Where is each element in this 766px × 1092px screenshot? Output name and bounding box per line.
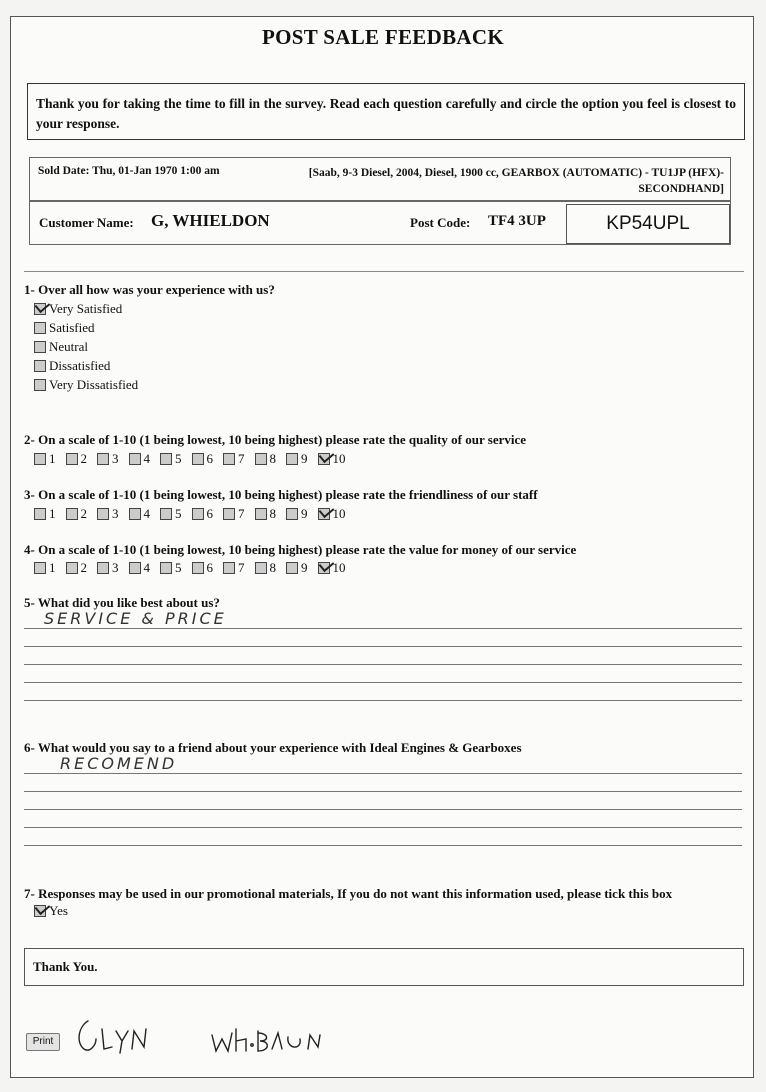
q2-rating-label: 9 bbox=[301, 451, 308, 466]
question-4: 4- On a scale of 1-10 (1 being lowest, 10 being highest) please rate the value for money of our service bbox=[24, 542, 577, 557]
q3-rating-label: 6 bbox=[206, 506, 213, 521]
q2-rating-label: 5 bbox=[175, 451, 182, 466]
q3-rating-checkbox[interactable] bbox=[160, 508, 172, 520]
postcode: TF4 3UP bbox=[488, 213, 546, 229]
q3-rating-checkbox[interactable] bbox=[129, 508, 141, 520]
q3-rating-option[interactable] bbox=[318, 506, 350, 522]
sold-date: Sold Date: Thu, 01-Jan 1970 1:00 am bbox=[38, 165, 220, 177]
postcode-label: Post Code: bbox=[410, 215, 471, 230]
q4-rating-checkbox[interactable] bbox=[34, 562, 46, 574]
q1-option[interactable] bbox=[34, 377, 138, 393]
q4-rating-checkbox[interactable] bbox=[223, 562, 235, 574]
q2-rating-checkbox[interactable] bbox=[160, 453, 172, 465]
answer-6-handwriting: RECOMEND bbox=[60, 754, 178, 773]
q2-rating-label: 8 bbox=[269, 451, 276, 466]
vehicle-line-2: SECONDHAND] bbox=[638, 183, 724, 195]
q2-rating-checkbox[interactable] bbox=[223, 453, 235, 465]
intro-box bbox=[27, 83, 745, 140]
q4-rating-option[interactable] bbox=[129, 560, 161, 576]
q2-rating-option[interactable] bbox=[255, 451, 287, 467]
question-2: 2- On a scale of 1-10 (1 being lowest, 10 being highest) please rate the quality of our service bbox=[24, 432, 527, 447]
q3-rating-label: 3 bbox=[112, 506, 119, 521]
question-7: 7- Responses may be used in our promotional materials, If you do not want this information used, please tick this box bbox=[24, 886, 673, 901]
q1-option-label: Very Dissatisfied bbox=[49, 377, 139, 392]
q4-rating-label: 2 bbox=[80, 560, 87, 575]
thank-you-text: Thank You. bbox=[33, 959, 98, 974]
q1-option[interactable] bbox=[34, 320, 95, 336]
q4-rating-option[interactable] bbox=[255, 560, 287, 576]
q2-rating-checkbox[interactable] bbox=[286, 453, 298, 465]
q2-rating-label: 7 bbox=[238, 451, 245, 466]
q3-rating-option[interactable] bbox=[286, 506, 318, 522]
q3-rating-checkbox[interactable] bbox=[286, 508, 298, 520]
yes-label: Yes bbox=[49, 903, 68, 918]
q2-rating-option[interactable] bbox=[160, 451, 192, 467]
signature bbox=[74, 1013, 364, 1057]
q4-rating-label: 4 bbox=[143, 560, 150, 575]
answer-line[interactable] bbox=[24, 682, 742, 683]
q2-rating-label: 2 bbox=[80, 451, 87, 466]
q1-checkbox[interactable] bbox=[34, 360, 46, 372]
q4-rating-option[interactable] bbox=[318, 560, 350, 576]
question-3-scale bbox=[34, 506, 349, 522]
q1-option[interactable] bbox=[34, 339, 88, 355]
answer-line[interactable] bbox=[24, 809, 742, 810]
q4-rating-label: 3 bbox=[112, 560, 119, 575]
vehicle-line-1: [Saab, 9-3 Diesel, 2004, Diesel, 1900 cc, GEARBOX (AUTOMATIC) - TU1JP (HFX)- bbox=[308, 167, 724, 179]
q2-rating-label: 1 bbox=[49, 451, 56, 466]
q1-checkbox[interactable] bbox=[34, 379, 46, 391]
thank-you-box bbox=[24, 948, 744, 986]
q4-rating-label: 9 bbox=[301, 560, 308, 575]
q4-rating-option[interactable] bbox=[223, 560, 255, 576]
q4-rating-option[interactable] bbox=[160, 560, 192, 576]
q3-rating-label: 7 bbox=[238, 506, 245, 521]
q3-rating-label: 8 bbox=[269, 506, 276, 521]
q1-option[interactable] bbox=[34, 301, 122, 317]
q2-rating-option[interactable] bbox=[34, 451, 66, 467]
q3-rating-checkbox[interactable] bbox=[97, 508, 109, 520]
yes-checkbox[interactable] bbox=[34, 905, 46, 917]
q3-rating-checkbox[interactable] bbox=[34, 508, 46, 520]
q1-option-label: Satisfied bbox=[49, 320, 95, 335]
q1-option-label: Very Satisfied bbox=[49, 301, 123, 316]
q1-option[interactable] bbox=[34, 358, 110, 374]
answer-line[interactable] bbox=[24, 845, 742, 846]
answer-line[interactable] bbox=[24, 791, 742, 792]
q3-rating-label: 2 bbox=[80, 506, 87, 521]
q3-rating-checkbox[interactable] bbox=[192, 508, 204, 520]
q1-checkbox[interactable] bbox=[34, 341, 46, 353]
question-3: 3- On a scale of 1-10 (1 being lowest, 10 being highest) please rate the friendliness of our staff bbox=[24, 487, 538, 502]
answer-line[interactable] bbox=[24, 827, 742, 828]
customer-name-label: Customer Name: bbox=[39, 215, 134, 230]
q2-rating-option[interactable] bbox=[129, 451, 161, 467]
q2-rating-checkbox[interactable] bbox=[255, 453, 267, 465]
q3-rating-option[interactable] bbox=[192, 506, 224, 522]
q3-rating-label: 5 bbox=[175, 506, 182, 521]
q2-rating-checkbox[interactable] bbox=[129, 453, 141, 465]
q3-rating-option[interactable] bbox=[223, 506, 255, 522]
q4-rating-label: 5 bbox=[175, 560, 182, 575]
sale-details bbox=[29, 157, 731, 201]
question-6: 6- What would you say to a friend about your experience with Ideal Engines & Gearboxes bbox=[24, 740, 522, 755]
q4-rating-label: 8 bbox=[269, 560, 276, 575]
print-button[interactable]: Print bbox=[26, 1033, 60, 1051]
q3-rating-checkbox[interactable] bbox=[66, 508, 78, 520]
q4-rating-option[interactable] bbox=[66, 560, 98, 576]
question-2-scale bbox=[34, 451, 349, 467]
q1-option-label: Neutral bbox=[49, 339, 88, 354]
q2-rating-label: 10 bbox=[332, 451, 346, 466]
vehicle-details bbox=[266, 165, 724, 197]
q4-rating-checkbox[interactable] bbox=[160, 562, 172, 574]
q4-rating-option[interactable] bbox=[34, 560, 66, 576]
q3-rating-label: 10 bbox=[332, 506, 346, 521]
question-5: 5- What did you like best about us? bbox=[24, 595, 220, 610]
q2-rating-option[interactable] bbox=[223, 451, 255, 467]
q3-rating-label: 4 bbox=[143, 506, 150, 521]
q3-rating-option[interactable] bbox=[66, 506, 98, 522]
q2-rating-option[interactable] bbox=[192, 451, 224, 467]
q4-rating-label: 6 bbox=[206, 560, 213, 575]
q2-rating-option[interactable] bbox=[318, 451, 350, 467]
divider bbox=[24, 271, 744, 272]
q2-rating-label: 6 bbox=[206, 451, 213, 466]
customer-details bbox=[29, 201, 731, 245]
answer-line[interactable] bbox=[24, 700, 742, 701]
q3-rating-checkbox[interactable] bbox=[318, 508, 330, 520]
q3-rating-checkbox[interactable] bbox=[255, 508, 267, 520]
q1-checkbox[interactable] bbox=[34, 303, 46, 315]
q1-option-label: Dissatisfied bbox=[49, 358, 111, 373]
q2-rating-checkbox[interactable] bbox=[34, 453, 46, 465]
q2-rating-option[interactable] bbox=[66, 451, 98, 467]
q4-rating-checkbox[interactable] bbox=[286, 562, 298, 574]
answer-line[interactable] bbox=[24, 646, 742, 647]
q3-rating-label: 1 bbox=[49, 506, 56, 521]
question-4-scale bbox=[34, 560, 349, 576]
answer-line[interactable] bbox=[24, 664, 742, 665]
intro-text: Thank you for taking the time to fill in the survey. Read each question carefully and circle the option you feel is closest to your response. bbox=[36, 96, 736, 131]
q2-rating-option[interactable] bbox=[97, 451, 129, 467]
q4-rating-checkbox[interactable] bbox=[97, 562, 109, 574]
q2-rating-checkbox[interactable] bbox=[66, 453, 78, 465]
q3-rating-option[interactable] bbox=[160, 506, 192, 522]
answer-5-handwriting: SERVICE & PRICE bbox=[44, 609, 227, 628]
q4-rating-checkbox[interactable] bbox=[192, 562, 204, 574]
q4-rating-label: 10 bbox=[332, 560, 346, 575]
q3-rating-option[interactable] bbox=[34, 506, 66, 522]
page-title: POST SALE FEEDBACK bbox=[262, 25, 504, 49]
question-7-option[interactable] bbox=[34, 903, 68, 919]
q2-rating-checkbox[interactable] bbox=[97, 453, 109, 465]
q3-rating-checkbox[interactable] bbox=[223, 508, 235, 520]
q4-rating-checkbox[interactable] bbox=[66, 562, 78, 574]
q3-rating-label: 9 bbox=[301, 506, 308, 521]
q4-rating-label: 1 bbox=[49, 560, 56, 575]
customer-name: G, WHIELDON bbox=[151, 211, 270, 230]
q2-rating-label: 3 bbox=[112, 451, 119, 466]
q4-rating-checkbox[interactable] bbox=[255, 562, 267, 574]
q2-rating-checkbox[interactable] bbox=[318, 453, 330, 465]
q4-rating-checkbox[interactable] bbox=[129, 562, 141, 574]
answer-line[interactable] bbox=[24, 628, 742, 629]
q3-rating-option[interactable] bbox=[97, 506, 129, 522]
q3-rating-option[interactable] bbox=[129, 506, 161, 522]
q3-rating-option[interactable] bbox=[255, 506, 287, 522]
q2-rating-checkbox[interactable] bbox=[192, 453, 204, 465]
q4-rating-option[interactable] bbox=[192, 560, 224, 576]
answer-line[interactable] bbox=[24, 773, 742, 774]
q1-checkbox[interactable] bbox=[34, 322, 46, 334]
q2-rating-option[interactable] bbox=[286, 451, 318, 467]
q4-rating-option[interactable] bbox=[97, 560, 129, 576]
q4-rating-option[interactable] bbox=[286, 560, 318, 576]
q2-rating-label: 4 bbox=[143, 451, 150, 466]
q4-rating-checkbox[interactable] bbox=[318, 562, 330, 574]
registration-plate: KP54UPL bbox=[566, 204, 730, 244]
q4-rating-label: 7 bbox=[238, 560, 245, 575]
question-1: 1- Over all how was your experience with us? bbox=[24, 282, 275, 297]
